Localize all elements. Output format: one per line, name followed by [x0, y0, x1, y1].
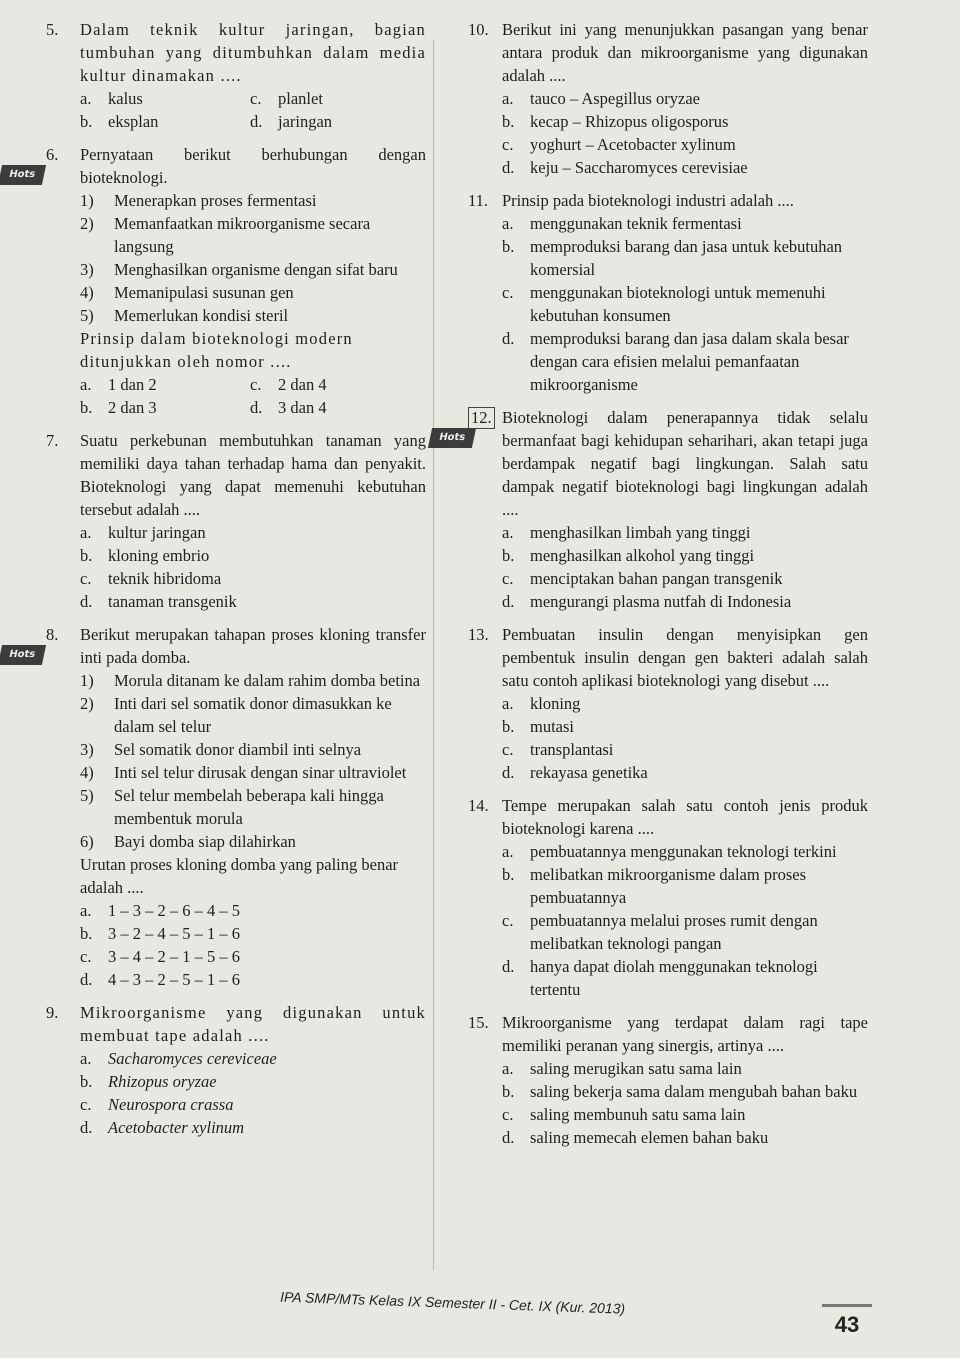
- options: [46, 521, 426, 613]
- option-b: b. saling bekerja sama dalam mengubah bahan baku: [502, 1082, 858, 1101]
- options: [468, 521, 868, 613]
- option-c: c. transplantasi: [502, 740, 614, 759]
- question-6: [7, 143, 426, 419]
- question-number: 12.: [468, 407, 495, 429]
- option-c: c. planlet: [250, 89, 323, 108]
- question-text: Pernyataan berikut berhubungan dengan bioteknologi.: [80, 145, 426, 187]
- option-a: a. kultur jaringan: [80, 523, 206, 542]
- option-d: d. memproduksi barang dan jasa dalam skala besar dengan cara efisien melalui pemanfaatan mikroorganisme: [502, 329, 849, 394]
- statement-item: 4) Memanipulasi susunan gen: [80, 283, 294, 302]
- column-divider: [433, 40, 434, 1270]
- statement-item: 1) Morula ditanam ke dalam rahim domba betina: [80, 671, 421, 690]
- option-d: d. keju – Saccharomyces cerevisiae: [502, 158, 748, 177]
- option-c: c. menciptakan bahan pangan transgenik: [502, 569, 783, 588]
- options: [468, 692, 868, 784]
- statement-item: 5) Sel telur membelah beberapa kali hingga membentuk morula: [80, 786, 384, 828]
- statements: [46, 669, 426, 853]
- option-b: b. menghasilkan alkohol yang tinggi: [502, 546, 755, 565]
- option-d: d. rekayasa genetika: [502, 763, 648, 782]
- question-text: Dalam teknik kultur jaringan, bagian tumbuhan yang ditumbuhkan dalam media kultur dinamakan ....: [80, 20, 426, 85]
- question-13: [468, 623, 868, 784]
- question-text: Berikut ini yang menunjukkan pasangan yang benar antara produk dan mikroorganisme yang digunakan adalah ....: [502, 20, 868, 85]
- question-number: 14.: [468, 796, 489, 815]
- statements: [46, 189, 426, 327]
- option-c: c. yoghurt – Acetobacter xylinum: [502, 135, 736, 154]
- question-text: Tempe merupakan salah satu contoh jenis produk bioteknologi karena ....: [502, 796, 868, 838]
- option-c: c. teknik hibridoma: [80, 569, 222, 588]
- option-a: a. kalus: [80, 89, 143, 108]
- options: [468, 1057, 868, 1149]
- question-number: 8.: [46, 625, 59, 644]
- hots-badge: Hots: [0, 165, 46, 185]
- option-a: a. tauco – Aspegillus oryzae: [502, 89, 700, 108]
- statement-item: 4) Inti sel telur dirusak dengan sinar ultraviolet: [80, 763, 407, 782]
- question-15: [468, 1011, 868, 1149]
- question-10: [468, 18, 868, 179]
- options: [46, 87, 426, 133]
- option-a: a. pembuatannya menggunakan teknologi terkini: [502, 842, 837, 861]
- question-text: Berikut merupakan tahapan proses kloning transfer inti pada domba.: [80, 625, 426, 667]
- hots-badge: Hots: [0, 645, 46, 665]
- option-b: b. kloning embrio: [80, 546, 210, 565]
- option-d: d. hanya dapat diolah menggunakan teknologi tertentu: [502, 957, 818, 999]
- option-c: c. saling membunuh satu sama lain: [502, 1105, 746, 1124]
- question-number: 9.: [46, 1003, 59, 1022]
- question-12: [437, 406, 868, 613]
- option-b: b. 2 dan 3: [80, 398, 157, 417]
- question-5: [46, 18, 426, 133]
- option-d: d. 3 dan 4: [250, 398, 327, 417]
- question-text: Mikroorganisme yang terdapat dalam ragi tape memiliki peranan yang sinergis, artinya ....: [502, 1013, 868, 1055]
- statement-item: 5) Memerlukan kondisi steril: [80, 306, 289, 325]
- option-c: c. 2 dan 4: [250, 375, 327, 394]
- option-a: a. menggunakan teknik fermentasi: [502, 214, 742, 233]
- option-d: d. saling memecah elemen bahan baku: [502, 1128, 769, 1147]
- page-footer: IPA SMP/MTs Kelas IX Semester II - Cet. IX (Kur. 2013): [279, 1288, 626, 1317]
- statement-item: 2) Inti dari sel somatik donor dimasukkan ke dalam sel telur: [80, 694, 392, 736]
- question-text: Bioteknologi dalam penerapannya tidak selalu bermanfaat bagi kehidupan seharihari, akan tetapi juga berdampak negatif bagi lingkungan. Salah satu dampak negatif bioteknologi bagi lingkungan adalah ....: [502, 408, 868, 519]
- options: [46, 373, 426, 419]
- option-d: d. 4 – 3 – 2 – 5 – 1 – 6: [80, 970, 240, 989]
- option-d: d. tanaman transgenik: [80, 592, 237, 611]
- question-7: [46, 429, 426, 613]
- option-d: d. mengurangi plasma nutfah di Indonesia: [502, 592, 792, 611]
- statement-item: 6) Bayi domba siap dilahirkan: [80, 832, 296, 851]
- question-14: [468, 794, 868, 1001]
- option-c: c. menggunakan bioteknologi untuk memenuhi kebutuhan konsumen: [502, 283, 826, 325]
- question-text: Pembuatan insulin dengan menyisipkan gen pembentuk insulin dengan gen bakteri adalah salah satu contoh aplikasi bioteknologi yang disebut ....: [502, 625, 868, 690]
- option-d: d. Acetobacter xylinum: [80, 1118, 245, 1137]
- option-a: a. 1 – 3 – 2 – 6 – 4 – 5: [80, 901, 240, 920]
- option-a: a. 1 dan 2: [80, 375, 157, 394]
- question-number: 10.: [468, 20, 489, 39]
- hots-badge: Hots: [428, 428, 476, 448]
- option-b: b. Rhizopus oryzae: [80, 1072, 217, 1091]
- question-number: 7.: [46, 431, 59, 450]
- option-b: b. mutasi: [502, 717, 574, 736]
- question-8: [7, 623, 426, 991]
- option-b: b. eksplan: [80, 112, 159, 131]
- option-a: a. menghasilkan limbah yang tinggi: [502, 523, 751, 542]
- question-9: [46, 1001, 426, 1139]
- question-number: 13.: [468, 625, 489, 644]
- question-number: 5.: [46, 20, 59, 39]
- options: [46, 1047, 426, 1139]
- option-c: c. Neurospora crassa: [80, 1095, 234, 1114]
- option-a: a. kloning: [502, 694, 581, 713]
- option-b: b. kecap – Rhizopus oligosporus: [502, 112, 729, 131]
- option-d: d. jaringan: [250, 112, 333, 131]
- statement-item: 3) Menghasilkan organisme dengan sifat baru: [80, 260, 398, 279]
- right-column: [437, 18, 868, 1159]
- page-number: 43: [822, 1304, 872, 1343]
- option-b: b. melibatkan mikroorganisme dalam proses pembuatannya: [502, 865, 807, 907]
- option-a: a. Sacharomyces cereviceae: [80, 1049, 277, 1068]
- option-b: b. 3 – 2 – 4 – 5 – 1 – 6: [80, 924, 240, 943]
- question-stem: Urutan proses kloning domba yang paling benar adalah ....: [80, 855, 399, 897]
- option-b: b. memproduksi barang dan jasa untuk kebutuhan komersial: [502, 237, 843, 279]
- question-text: Suatu perkebunan membutuhkan tanaman yang memiliki daya tahan terhadap hama dan penyakit. Bioteknologi yang dapat memenuhi kebutuhan tersebut adalah ....: [80, 431, 426, 519]
- question-number: 11.: [468, 191, 489, 210]
- question-number: 15.: [468, 1013, 489, 1032]
- statement-item: 3) Sel somatik donor diambil inti selnya: [80, 740, 362, 759]
- question-text: Mikroorganisme yang digunakan untuk membuat tape adalah ....: [80, 1003, 426, 1045]
- option-c: c. 3 – 4 – 2 – 1 – 5 – 6: [80, 947, 240, 966]
- statement-item: 1) Menerapkan proses fermentasi: [80, 191, 317, 210]
- question-11: [468, 189, 868, 396]
- question-number: 6.: [46, 145, 59, 164]
- options: [468, 87, 868, 179]
- option-a: a. saling merugikan satu sama lain: [502, 1059, 742, 1078]
- options: [468, 840, 868, 1001]
- question-text: Prinsip pada bioteknologi industri adalah ....: [502, 191, 794, 210]
- options: [468, 212, 868, 396]
- statement-item: 2) Memanfaatkan mikroorganisme secara langsung: [80, 214, 371, 256]
- options: [46, 899, 426, 991]
- question-stem: Prinsip dalam bioteknologi modern ditunjukkan oleh nomor ....: [80, 329, 353, 371]
- option-c: c. pembuatannya melalui proses rumit dengan melibatkan teknologi pangan: [502, 911, 818, 953]
- left-column: [7, 18, 426, 1149]
